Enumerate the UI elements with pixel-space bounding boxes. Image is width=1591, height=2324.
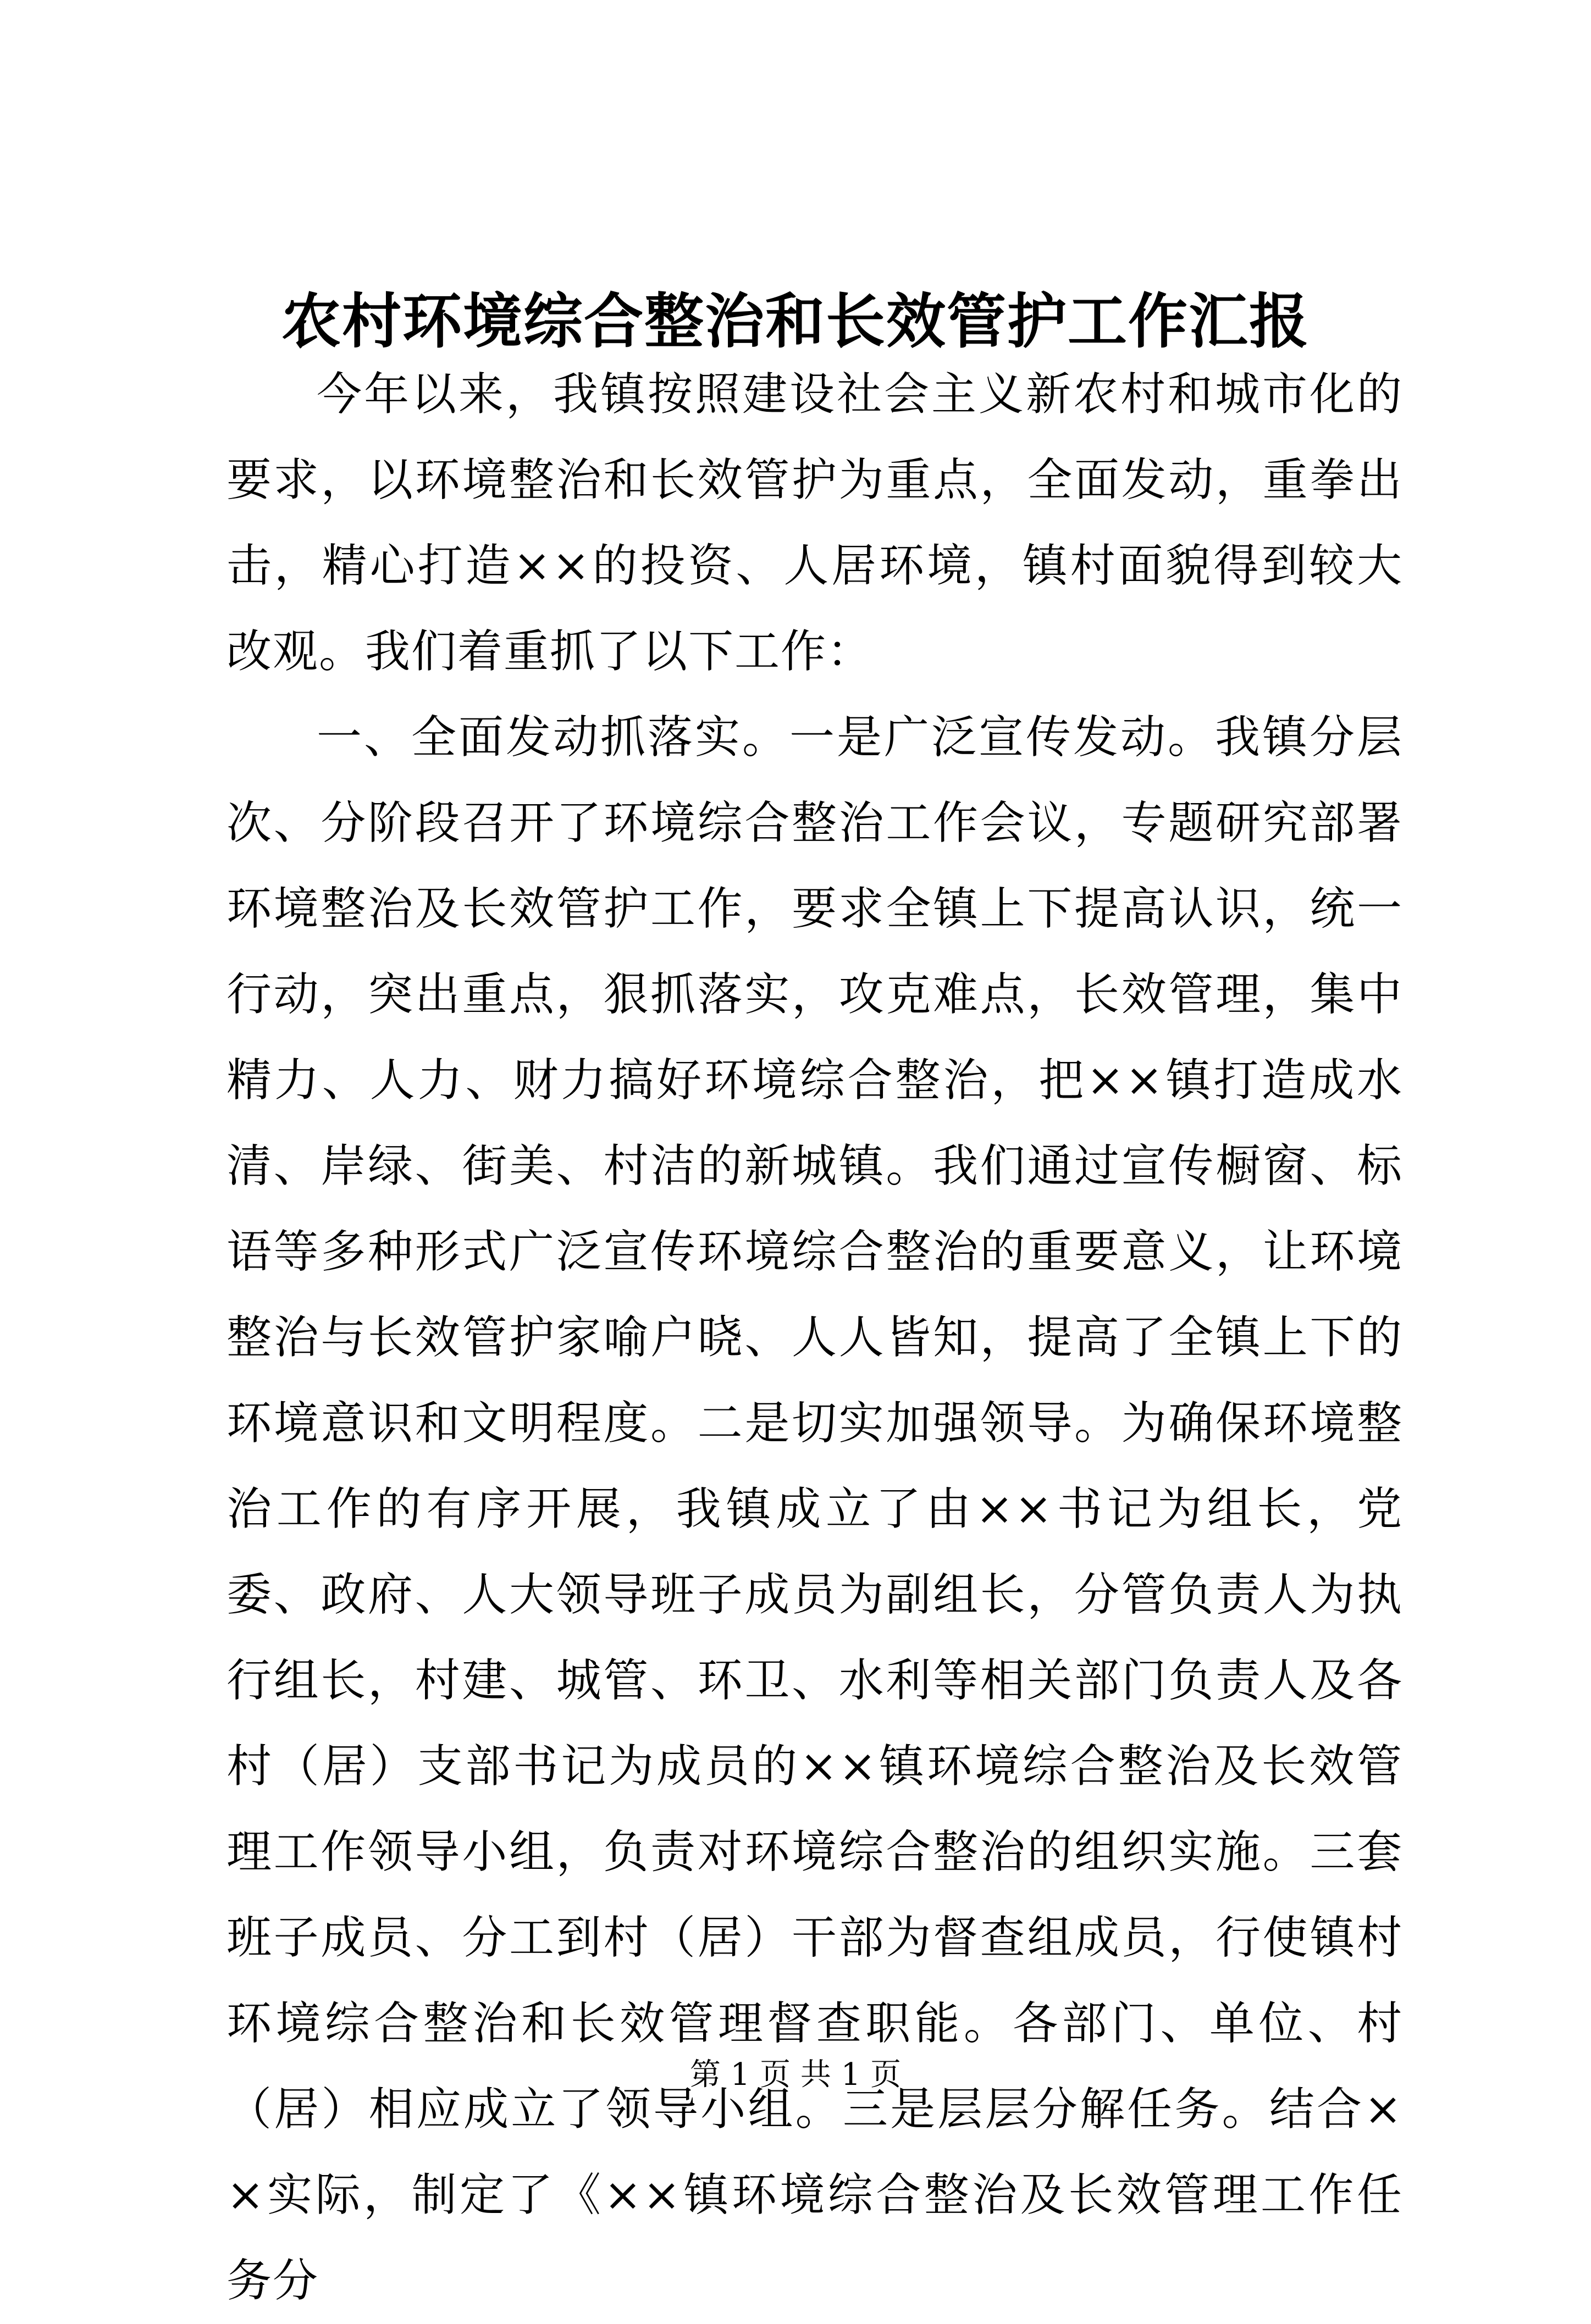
page-title: 农村环境综合整治和长效管护工作汇报 — [281, 287, 1310, 356]
paragraph-intro: 今年以来，我镇按照建设社会主义新农村和城市化的要求，以环境整治和长效管护为重点，全面发动，重拳出击，精心打造××的投资、人居环境，镇村面貌得到较大改观。我们着重抓了以下工作： — [227, 368, 1403, 678]
page-footer: 第 1 页 共 1 页 — [689, 2057, 902, 2093]
document-body — [227, 352, 1403, 2324]
paragraph-section-one: 一、全面发动抓落实。一是广泛宣传发动。我镇分层次、分阶段召开了环境综合整治工作会议，专题研究部署环境整治及长效管护工作，要求全镇上下提高认识，统一行动，突出重点，狠抓落实，攻克难点，长效管理，集中精力、人力、财力搞好环境综合整治，把××镇打造成水清、岸绿、街美、村洁的新城镇。我们通过宣传橱窗、标语等多种形式广泛宣传环境综合整治的重要意义，让环境整治与长效管护家喻户晓、人人皆知，提高了全镇上下的环境意识和文明程度。二是切实加强领导。为确保环境整治工作的有序开展，我镇成立了由××书记为组长，党委、政府、人大领导班子成员为副组长，分管负责人为执行组长，村建、城管、环卫、水利等相关部门负责人及各村（居）支部书记为成员的××镇环境综合整治及长效管理工作领导小组，负责对环境综合整治的组织实施。三套班子成员、分工到村（居）干部为督查组成员，行使镇村环境综合整治和长效管理督查职能。各部门、单位、村（居）相应成立了领导小组。三是层层分解任务。结合××实际，制定了《××镇环境综合整治及长效管理工作任务分 — [227, 711, 1403, 2307]
